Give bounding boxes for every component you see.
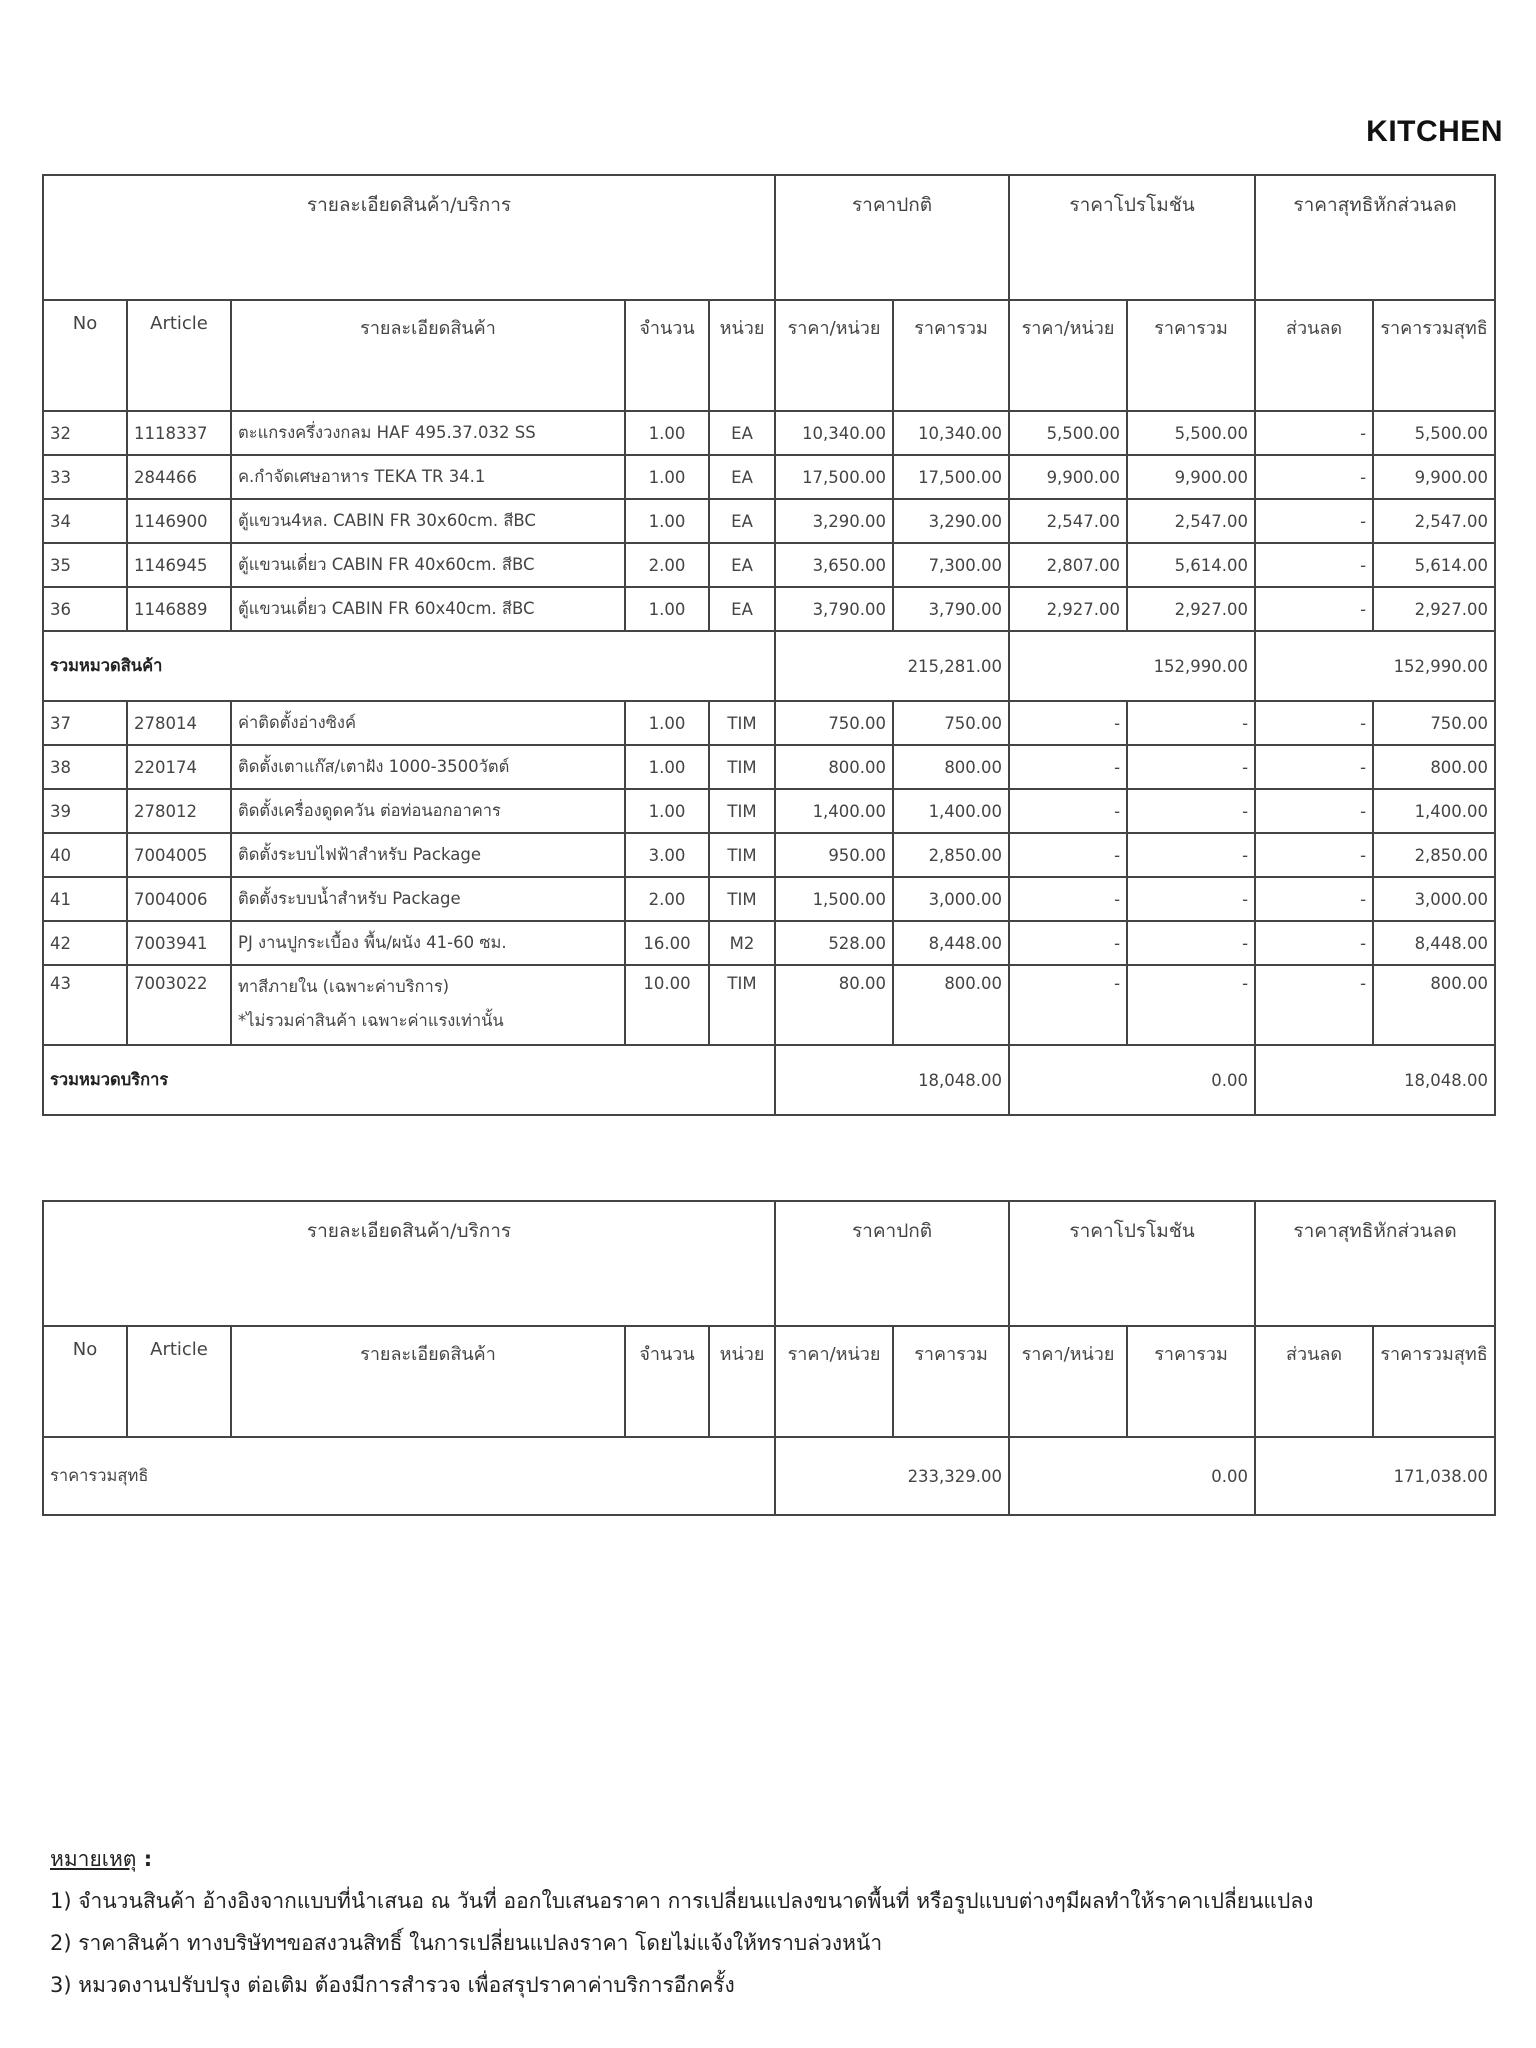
cell-net: 2,850.00 bbox=[1373, 833, 1495, 877]
col-unit: หน่วย bbox=[709, 1326, 775, 1437]
note-line: 3) หมวดงานปรับปรุง ต่อเติม ต้องมีการสำรวจ เพื่อสรุปราคาค่าบริการอีกครั้ง bbox=[50, 1973, 735, 1997]
col-promo-total: ราคารวม bbox=[1127, 300, 1255, 411]
table-row bbox=[43, 921, 1495, 965]
cell-article: 278012 bbox=[127, 789, 231, 833]
cell-qty: 1.00 bbox=[625, 701, 709, 745]
header-net-price: ราคาสุทธิหักส่วนลด bbox=[1255, 1201, 1495, 1326]
cell-desc bbox=[231, 965, 625, 1045]
service-summary-net: 18,048.00 bbox=[1255, 1045, 1495, 1115]
cell-price: 3,290.00 bbox=[775, 499, 893, 543]
cell-qty: 1.00 bbox=[625, 745, 709, 789]
cell-qty: 1.00 bbox=[625, 587, 709, 631]
cell-no: 35 bbox=[43, 543, 127, 587]
grand-total-promo: 0.00 bbox=[1009, 1437, 1255, 1515]
product-summary-total: 215,281.00 bbox=[775, 631, 1009, 701]
cell-unit: TIM bbox=[709, 789, 775, 833]
cell-net: 9,900.00 bbox=[1373, 455, 1495, 499]
notes-section bbox=[50, 1838, 1313, 2006]
cell-desc: ติดตั้งระบบไฟฟ้าสำหรับ Package bbox=[231, 833, 625, 877]
cell-promo-total: 5,614.00 bbox=[1127, 543, 1255, 587]
cell-article: 7004006 bbox=[127, 877, 231, 921]
cell-promo-total: - bbox=[1127, 877, 1255, 921]
product-summary-row bbox=[43, 631, 1495, 701]
cell-total: 10,340.00 bbox=[893, 411, 1009, 455]
cell-promo-total: - bbox=[1127, 965, 1255, 1045]
col-promo-total: ราคารวม bbox=[1127, 1326, 1255, 1437]
header-normal-price: ราคาปกติ bbox=[775, 1201, 1009, 1326]
cell-article: 1118337 bbox=[127, 411, 231, 455]
notes-heading-line bbox=[50, 1838, 1313, 1880]
col-promo-unit: ราคา/หน่วย bbox=[1009, 1326, 1127, 1437]
cell-no: 43 bbox=[43, 965, 127, 1045]
cell-promo-price: 2,927.00 bbox=[1009, 587, 1127, 631]
cell-price: 528.00 bbox=[775, 921, 893, 965]
cell-promo-price: - bbox=[1009, 965, 1127, 1045]
cell-article: 1146945 bbox=[127, 543, 231, 587]
cell-price: 3,790.00 bbox=[775, 587, 893, 631]
cell-discount: - bbox=[1255, 833, 1373, 877]
col-promo-unit: ราคา/หน่วย bbox=[1009, 300, 1127, 411]
cell-desc-line2: *ไม่รวมค่าสินค้า เฉพาะค่าแรงเท่านั้น bbox=[238, 1011, 504, 1030]
cell-price: 80.00 bbox=[775, 965, 893, 1045]
col-no: No bbox=[43, 1326, 127, 1437]
cell-net: 800.00 bbox=[1373, 965, 1495, 1045]
grand-total-label: ราคารวมสุทธิ bbox=[43, 1437, 775, 1515]
notes-heading: หมายเหตุ bbox=[50, 1847, 137, 1871]
cell-unit: TIM bbox=[709, 701, 775, 745]
col-discount: ส่วนลด bbox=[1255, 1326, 1373, 1437]
col-total: ราคารวม bbox=[893, 1326, 1009, 1437]
cell-promo-price: - bbox=[1009, 833, 1127, 877]
cell-price: 10,340.00 bbox=[775, 411, 893, 455]
cell-total: 3,000.00 bbox=[893, 877, 1009, 921]
cell-total: 750.00 bbox=[893, 701, 1009, 745]
cell-discount: - bbox=[1255, 499, 1373, 543]
cell-promo-total: - bbox=[1127, 789, 1255, 833]
col-article: Article bbox=[127, 300, 231, 411]
table-row bbox=[43, 745, 1495, 789]
col-article: Article bbox=[127, 1326, 231, 1437]
cell-unit: TIM bbox=[709, 745, 775, 789]
cell-net: 5,500.00 bbox=[1373, 411, 1495, 455]
header-normal-price: ราคาปกติ bbox=[775, 175, 1009, 300]
cell-total: 3,790.00 bbox=[893, 587, 1009, 631]
cell-no: 40 bbox=[43, 833, 127, 877]
cell-net: 3,000.00 bbox=[1373, 877, 1495, 921]
cell-promo-price: - bbox=[1009, 877, 1127, 921]
cell-net: 750.00 bbox=[1373, 701, 1495, 745]
cell-desc: ตู้แขวนเดี่ยว CABIN FR 60x40cm. สีBC bbox=[231, 587, 625, 631]
header-product-service: รายละเอียดสินค้า/บริการ bbox=[43, 175, 775, 300]
cell-article: 1146889 bbox=[127, 587, 231, 631]
cell-article: 7003022 bbox=[127, 965, 231, 1045]
col-discount: ส่วนลด bbox=[1255, 300, 1373, 411]
col-total: ราคารวม bbox=[893, 300, 1009, 411]
table-row bbox=[43, 877, 1495, 921]
cell-promo-total: 2,547.00 bbox=[1127, 499, 1255, 543]
col-qty: จำนวน bbox=[625, 300, 709, 411]
grand-total-row bbox=[43, 1437, 1495, 1515]
note-line: 2) ราคาสินค้า ทางบริษัทฯขอสงวนสิทธิ์ ในการเปลี่ยนแปลงราคา โดยไม่แจ้งให้ทราบล่วงหน้า bbox=[50, 1931, 883, 1955]
group-header-row bbox=[43, 1201, 1495, 1326]
cell-no: 39 bbox=[43, 789, 127, 833]
cell-total: 1,400.00 bbox=[893, 789, 1009, 833]
table-row bbox=[43, 965, 1495, 1045]
col-unit-price: ราคา/หน่วย bbox=[775, 300, 893, 411]
cell-discount: - bbox=[1255, 965, 1373, 1045]
cell-promo-price: 2,807.00 bbox=[1009, 543, 1127, 587]
cell-qty: 3.00 bbox=[625, 833, 709, 877]
col-desc: รายละเอียดสินค้า bbox=[231, 300, 625, 411]
cell-desc: PJ งานปูกระเบื้อง พื้น/ผนัง 41-60 ซม. bbox=[231, 921, 625, 965]
cell-article: 278014 bbox=[127, 701, 231, 745]
column-header-row bbox=[43, 300, 1495, 411]
note-line: 1) จำนวนสินค้า อ้างอิงจากแบบที่นำเสนอ ณ วันที่ ออกใบเสนอราคา การเปลี่ยนแปลงขนาดพื้นที่ หรือรูปแบบต่างๆมีผลทำให้ราคาเปลี่ยนแปลง bbox=[50, 1889, 1314, 1913]
cell-desc: ติดตั้งระบบน้ำสำหรับ Package bbox=[231, 877, 625, 921]
col-net-total: ราคารวมสุทธิ bbox=[1373, 300, 1495, 411]
cell-price: 1,400.00 bbox=[775, 789, 893, 833]
cell-no: 34 bbox=[43, 499, 127, 543]
cell-no: 37 bbox=[43, 701, 127, 745]
cell-qty: 1.00 bbox=[625, 411, 709, 455]
table-row bbox=[43, 701, 1495, 745]
cell-unit: EA bbox=[709, 499, 775, 543]
cell-discount: - bbox=[1255, 789, 1373, 833]
grand-total-normal: 233,329.00 bbox=[775, 1437, 1009, 1515]
cell-discount: - bbox=[1255, 543, 1373, 587]
service-summary-label: รวมหมวดบริการ bbox=[43, 1045, 775, 1115]
col-no: No bbox=[43, 300, 127, 411]
cell-discount: - bbox=[1255, 455, 1373, 499]
col-desc: รายละเอียดสินค้า bbox=[231, 1326, 625, 1437]
cell-total: 17,500.00 bbox=[893, 455, 1009, 499]
table-row bbox=[43, 789, 1495, 833]
cell-desc: ตู้แขวน4หล. CABIN FR 30x60cm. สีBC bbox=[231, 499, 625, 543]
cell-qty: 1.00 bbox=[625, 789, 709, 833]
product-summary-net: 152,990.00 bbox=[1255, 631, 1495, 701]
cell-article: 7004005 bbox=[127, 833, 231, 877]
cell-qty: 2.00 bbox=[625, 877, 709, 921]
cell-no: 36 bbox=[43, 587, 127, 631]
cell-article: 1146900 bbox=[127, 499, 231, 543]
col-unit-price: ราคา/หน่วย bbox=[775, 1326, 893, 1437]
cell-price: 3,650.00 bbox=[775, 543, 893, 587]
col-qty: จำนวน bbox=[625, 1326, 709, 1437]
cell-no: 38 bbox=[43, 745, 127, 789]
cell-qty: 2.00 bbox=[625, 543, 709, 587]
product-summary-label: รวมหมวดสินค้า bbox=[43, 631, 775, 701]
cell-total: 8,448.00 bbox=[893, 921, 1009, 965]
group-header-row bbox=[43, 175, 1495, 300]
grand-total-table bbox=[42, 1200, 1496, 1516]
table-row bbox=[43, 455, 1495, 499]
cell-desc: ตู้แขวนเดี่ยว CABIN FR 40x60cm. สีBC bbox=[231, 543, 625, 587]
cell-no: 42 bbox=[43, 921, 127, 965]
cell-discount: - bbox=[1255, 587, 1373, 631]
cell-unit: EA bbox=[709, 411, 775, 455]
service-summary-row bbox=[43, 1045, 1495, 1115]
table-row bbox=[43, 499, 1495, 543]
service-summary-promo: 0.00 bbox=[1009, 1045, 1255, 1115]
cell-qty: 16.00 bbox=[625, 921, 709, 965]
cell-net: 800.00 bbox=[1373, 745, 1495, 789]
cell-unit: TIM bbox=[709, 877, 775, 921]
cell-discount: - bbox=[1255, 921, 1373, 965]
cell-unit: EA bbox=[709, 543, 775, 587]
cell-discount: - bbox=[1255, 877, 1373, 921]
cell-unit: EA bbox=[709, 455, 775, 499]
grand-total-net: 171,038.00 bbox=[1255, 1437, 1495, 1515]
cell-total: 3,290.00 bbox=[893, 499, 1009, 543]
cell-price: 1,500.00 bbox=[775, 877, 893, 921]
cell-article: 7003941 bbox=[127, 921, 231, 965]
col-net-total: ราคารวมสุทธิ bbox=[1373, 1326, 1495, 1437]
cell-desc: ติดตั้งเตาแก๊ส/เตาฝัง 1000-3500วัตต์ bbox=[231, 745, 625, 789]
cell-unit: EA bbox=[709, 587, 775, 631]
header-net-price: ราคาสุทธิหักส่วนลด bbox=[1255, 175, 1495, 300]
cell-qty: 1.00 bbox=[625, 455, 709, 499]
cell-article: 220174 bbox=[127, 745, 231, 789]
cell-promo-price: 5,500.00 bbox=[1009, 411, 1127, 455]
cell-no: 33 bbox=[43, 455, 127, 499]
cell-price: 750.00 bbox=[775, 701, 893, 745]
cell-total: 800.00 bbox=[893, 745, 1009, 789]
cell-price: 17,500.00 bbox=[775, 455, 893, 499]
cell-desc: ตะแกรงครึ่งวงกลม HAF 495.37.032 SS bbox=[231, 411, 625, 455]
cell-promo-total: 2,927.00 bbox=[1127, 587, 1255, 631]
cell-discount: - bbox=[1255, 411, 1373, 455]
cell-promo-total: - bbox=[1127, 921, 1255, 965]
cell-net: 2,927.00 bbox=[1373, 587, 1495, 631]
cell-promo-total: - bbox=[1127, 833, 1255, 877]
cell-net: 2,547.00 bbox=[1373, 499, 1495, 543]
cell-promo-price: - bbox=[1009, 745, 1127, 789]
header-promo-price: ราคาโปรโมชัน bbox=[1009, 1201, 1255, 1326]
cell-net: 5,614.00 bbox=[1373, 543, 1495, 587]
cell-qty: 1.00 bbox=[625, 499, 709, 543]
cell-qty: 10.00 bbox=[625, 965, 709, 1045]
table-row bbox=[43, 411, 1495, 455]
quotation-table bbox=[42, 174, 1496, 1116]
page-title: KITCHEN bbox=[1366, 115, 1503, 148]
cell-net: 1,400.00 bbox=[1373, 789, 1495, 833]
cell-total: 2,850.00 bbox=[893, 833, 1009, 877]
header-promo-price: ราคาโปรโมชัน bbox=[1009, 175, 1255, 300]
cell-unit: M2 bbox=[709, 921, 775, 965]
cell-price: 950.00 bbox=[775, 833, 893, 877]
cell-promo-price: - bbox=[1009, 701, 1127, 745]
cell-desc: ค่าติดตั้งอ่างซิงค์ bbox=[231, 701, 625, 745]
col-unit: หน่วย bbox=[709, 300, 775, 411]
cell-promo-price: 2,547.00 bbox=[1009, 499, 1127, 543]
cell-discount: - bbox=[1255, 701, 1373, 745]
cell-net: 8,448.00 bbox=[1373, 921, 1495, 965]
header-product-service: รายละเอียดสินค้า/บริการ bbox=[43, 1201, 775, 1326]
notes-colon: : bbox=[136, 1847, 153, 1871]
column-header-row bbox=[43, 1326, 1495, 1437]
cell-promo-total: - bbox=[1127, 745, 1255, 789]
cell-desc: ติดตั้งเครื่องดูดควัน ต่อท่อนอกอาคาร bbox=[231, 789, 625, 833]
cell-desc: ค.กำจัดเศษอาหาร TEKA TR 34.1 bbox=[231, 455, 625, 499]
cell-promo-price: - bbox=[1009, 921, 1127, 965]
cell-discount: - bbox=[1255, 745, 1373, 789]
cell-no: 32 bbox=[43, 411, 127, 455]
cell-promo-total: - bbox=[1127, 701, 1255, 745]
cell-unit: TIM bbox=[709, 833, 775, 877]
cell-price: 800.00 bbox=[775, 745, 893, 789]
table-row bbox=[43, 833, 1495, 877]
product-summary-promo: 152,990.00 bbox=[1009, 631, 1255, 701]
cell-promo-price: - bbox=[1009, 789, 1127, 833]
cell-promo-total: 5,500.00 bbox=[1127, 411, 1255, 455]
service-summary-total: 18,048.00 bbox=[775, 1045, 1009, 1115]
cell-article: 284466 bbox=[127, 455, 231, 499]
cell-unit: TIM bbox=[709, 965, 775, 1045]
cell-promo-total: 9,900.00 bbox=[1127, 455, 1255, 499]
cell-desc-line1: ทาสีภายใน (เฉพาะค่าบริการ) bbox=[238, 977, 450, 996]
cell-total: 7,300.00 bbox=[893, 543, 1009, 587]
cell-total: 800.00 bbox=[893, 965, 1009, 1045]
cell-no: 41 bbox=[43, 877, 127, 921]
table-row bbox=[43, 543, 1495, 587]
table-row bbox=[43, 587, 1495, 631]
cell-promo-price: 9,900.00 bbox=[1009, 455, 1127, 499]
